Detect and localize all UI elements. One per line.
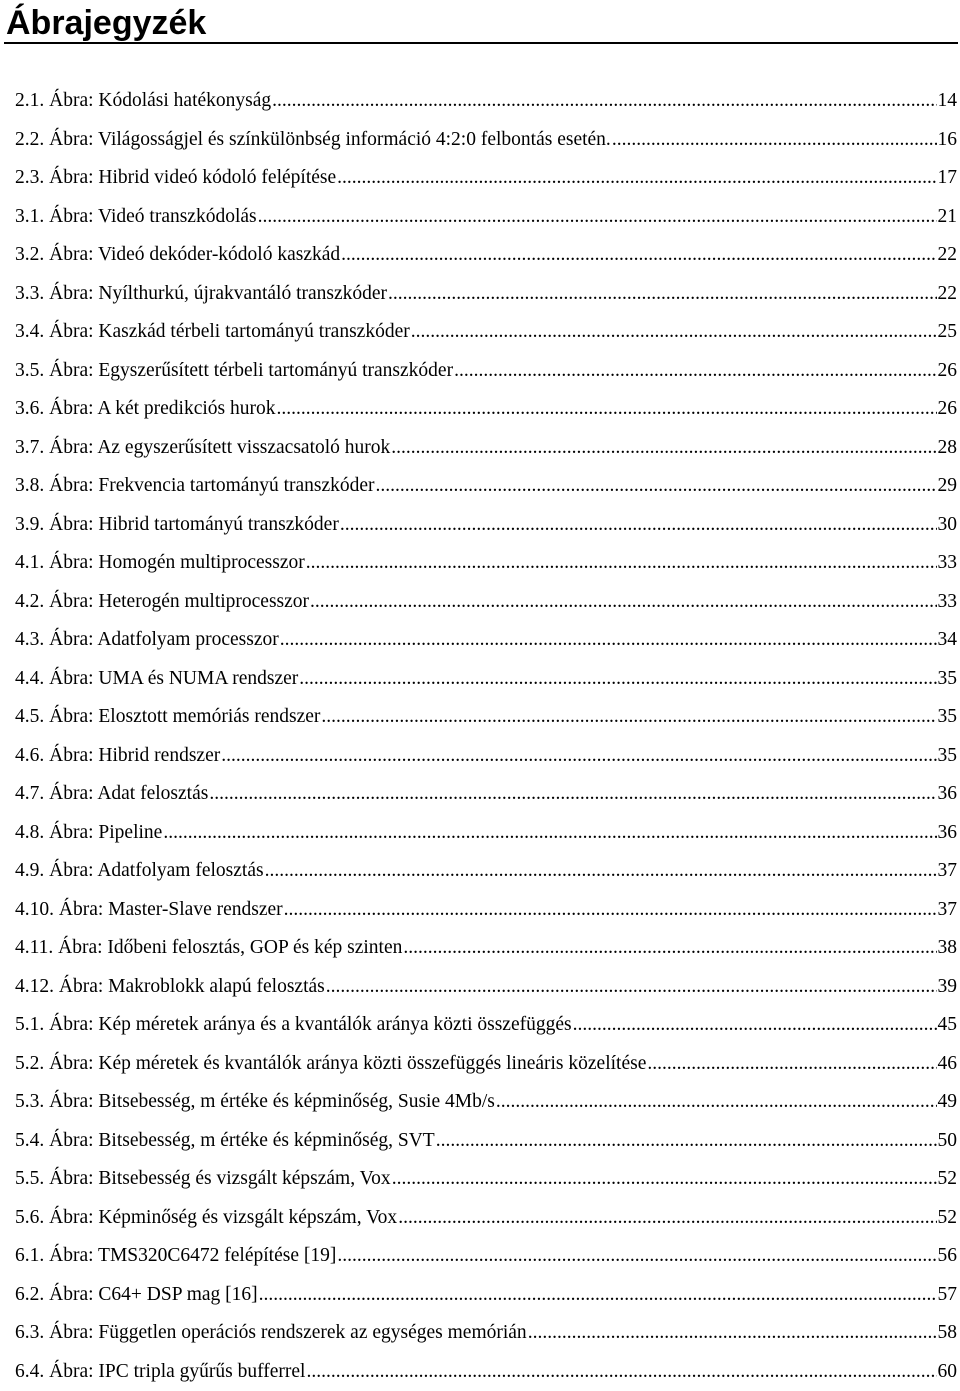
figure-entry-page-number: 22	[938, 236, 958, 275]
dot-leader	[436, 1122, 937, 1161]
dot-leader	[612, 121, 937, 160]
figure-entry-page-number: 60	[938, 1353, 958, 1391]
figure-entry-label: 4.3. Ábra: Adatfolyam processzor	[15, 621, 279, 660]
figure-entry-label: 4.6. Ábra: Hibrid rendszer	[15, 737, 220, 776]
figure-entry-page-number: 16	[938, 121, 958, 160]
figure-entry[interactable]	[15, 737, 957, 776]
dot-leader	[299, 660, 936, 699]
figure-entry[interactable]	[15, 82, 957, 121]
figure-entry-label: 5.1. Ábra: Kép méretek aránya és a kvantálók aránya közti összefüggés	[15, 1006, 572, 1045]
figure-entry[interactable]	[15, 929, 957, 968]
figure-entry-label: 5.5. Ábra: Bitsebesség és vizsgált képszám, Vox	[15, 1160, 391, 1199]
figure-entry[interactable]	[15, 544, 957, 583]
dot-leader	[221, 737, 936, 776]
dot-leader	[209, 775, 936, 814]
dot-leader	[259, 1276, 937, 1315]
figure-entry-page-number: 49	[938, 1083, 958, 1122]
figure-entry-page-number: 35	[938, 737, 958, 776]
dot-leader	[388, 275, 936, 314]
figure-entry[interactable]	[15, 852, 957, 891]
figure-entry[interactable]	[15, 1083, 957, 1122]
figure-entry-page-number: 37	[938, 852, 958, 891]
figure-entry-page-number: 34	[938, 621, 958, 660]
figure-entry-label: 5.3. Ábra: Bitsebesség, m értéke és képminőség, Susie 4Mb/s	[15, 1083, 495, 1122]
figure-entry[interactable]	[15, 621, 957, 660]
figure-entry[interactable]	[15, 352, 957, 391]
dot-leader	[403, 929, 936, 968]
figure-entry-label: 5.4. Ábra: Bitsebesség, m értéke és képminőség, SVT	[15, 1122, 435, 1161]
page-title: Ábrajegyzék	[6, 2, 206, 44]
figure-entry[interactable]	[15, 1045, 957, 1084]
figure-entry[interactable]	[15, 1006, 957, 1045]
figure-entry-label: 5.2. Ábra: Kép méretek és kvantálók aránya közti összefüggés lineáris közelítése	[15, 1045, 646, 1084]
dot-leader	[340, 506, 937, 545]
figure-entry[interactable]	[15, 159, 957, 198]
dot-leader	[496, 1083, 937, 1122]
figure-entry[interactable]	[15, 775, 957, 814]
figure-entry-label: 2.2. Ábra: Világosságjel és színkülönbség információ 4:2:0 felbontás esetén.	[15, 121, 611, 160]
figure-entry-label: 3.2. Ábra: Videó dekóder-kódoló kaszkád	[15, 236, 340, 275]
dot-leader	[306, 1353, 936, 1391]
figure-entry-label: 4.10. Ábra: Master-Slave rendszer	[15, 891, 283, 930]
figure-entry[interactable]	[15, 968, 957, 1007]
figure-entry-label: 4.4. Ábra: UMA és NUMA rendszer	[15, 660, 298, 699]
figure-entry-label: 4.1. Ábra: Homogén multiprocesszor	[15, 544, 305, 583]
figure-entry-label: 6.3. Ábra: Független operációs rendszerek az egységes memórián	[15, 1314, 527, 1353]
figure-entry[interactable]	[15, 891, 957, 930]
figure-entry-page-number: 58	[938, 1314, 958, 1353]
dot-leader	[341, 236, 936, 275]
figure-entry[interactable]	[15, 583, 957, 622]
figure-entry[interactable]	[15, 121, 957, 160]
figure-entry[interactable]	[15, 814, 957, 853]
figure-entry-label: 3.5. Ábra: Egyszerűsített térbeli tartományú transzkóder	[15, 352, 453, 391]
dot-leader	[265, 852, 937, 891]
figure-entry-page-number: 22	[938, 275, 958, 314]
figure-entry-page-number: 52	[938, 1199, 958, 1238]
figure-entry-page-number: 14	[938, 82, 958, 121]
figure-entry[interactable]	[15, 1237, 957, 1276]
figure-entry-label: 3.6. Ábra: A két predikciós hurok	[15, 390, 276, 429]
figure-entry-label: 4.9. Ábra: Adatfolyam felosztás	[15, 852, 264, 891]
figure-entry[interactable]	[15, 1122, 957, 1161]
dot-leader	[163, 814, 936, 853]
figure-entry-label: 4.5. Ábra: Elosztott memóriás rendszer	[15, 698, 320, 737]
figure-entry-label: 4.12. Ábra: Makroblokk alapú felosztás	[15, 968, 325, 1007]
figure-entry-page-number: 21	[938, 198, 958, 237]
figure-entry-label: 4.11. Ábra: Időbeni felosztás, GOP és kép szinten	[15, 929, 402, 968]
title-underline	[4, 42, 958, 44]
figure-entry-page-number: 33	[938, 544, 958, 583]
dot-leader	[306, 544, 937, 583]
figure-entry[interactable]	[15, 506, 957, 545]
figure-entry[interactable]	[15, 698, 957, 737]
dot-leader	[310, 583, 936, 622]
figure-entry[interactable]	[15, 313, 957, 352]
figure-entry-page-number: 30	[938, 506, 958, 545]
figure-entry-page-number: 26	[938, 352, 958, 391]
dot-leader	[392, 1160, 937, 1199]
dot-leader	[272, 82, 936, 121]
dot-leader	[376, 467, 937, 506]
dot-leader	[573, 1006, 937, 1045]
figure-entry[interactable]	[15, 1276, 957, 1315]
figure-entry-page-number: 33	[938, 583, 958, 622]
figure-entry-label: 6.4. Ábra: IPC tripla gyűrűs bufferrel	[15, 1353, 305, 1391]
figure-entry[interactable]	[15, 1353, 957, 1391]
dot-leader	[280, 621, 937, 660]
figure-entry-page-number: 45	[938, 1006, 958, 1045]
figure-entry-label: 6.1. Ábra: TMS320C6472 felépítése [19]	[15, 1237, 336, 1276]
figure-entry-page-number: 38	[938, 929, 958, 968]
figure-entry[interactable]	[15, 236, 957, 275]
figure-list	[15, 82, 957, 1391]
figure-entry-label: 3.3. Ábra: Nyílthurkú, újrakvantáló transzkóder	[15, 275, 387, 314]
figure-entry-page-number: 28	[938, 429, 958, 468]
dot-leader	[398, 1199, 936, 1238]
figure-entry[interactable]	[15, 1314, 957, 1353]
figure-entry-page-number: 25	[938, 313, 958, 352]
figure-entry[interactable]	[15, 1160, 957, 1199]
dot-leader	[326, 968, 937, 1007]
dot-leader	[454, 352, 936, 391]
dot-leader	[647, 1045, 936, 1084]
figure-entry-page-number: 52	[938, 1160, 958, 1199]
figure-entry[interactable]	[15, 1199, 957, 1238]
figure-entry-label: 3.9. Ábra: Hibrid tartományú transzkóder	[15, 506, 339, 545]
figure-entry-label: 4.8. Ábra: Pipeline	[15, 814, 162, 853]
dot-leader	[528, 1314, 937, 1353]
dot-leader	[337, 1237, 936, 1276]
figure-entry-page-number: 35	[938, 698, 958, 737]
figure-entry-label: 6.2. Ábra: C64+ DSP mag [16]	[15, 1276, 258, 1315]
figure-entry-page-number: 50	[938, 1122, 958, 1161]
figure-entry-page-number: 36	[938, 814, 958, 853]
figure-entry-page-number: 56	[938, 1237, 958, 1276]
figure-entry[interactable]	[15, 429, 957, 468]
dot-leader	[391, 429, 936, 468]
figure-entry-page-number: 57	[938, 1276, 958, 1315]
figure-entry-label: 5.6. Ábra: Képminőség és vizsgált képszám, Vox	[15, 1199, 397, 1238]
figure-entry[interactable]	[15, 660, 957, 699]
dot-leader	[337, 159, 936, 198]
figure-entry-label: 2.1. Ábra: Kódolási hatékonyság	[15, 82, 271, 121]
figure-entry-page-number: 36	[938, 775, 958, 814]
dot-leader	[258, 198, 937, 237]
figure-entry[interactable]	[15, 390, 957, 429]
figure-entry-label: 3.4. Ábra: Kaszkád térbeli tartományú transzkóder	[15, 313, 410, 352]
figure-entry-label: 2.3. Ábra: Hibrid videó kódoló felépítése	[15, 159, 336, 198]
figure-entry-label: 3.1. Ábra: Videó transzkódolás	[15, 198, 257, 237]
figure-entry[interactable]	[15, 198, 957, 237]
figure-entry-label: 3.7. Ábra: Az egyszerűsített visszacsatoló hurok	[15, 429, 390, 468]
figure-entry-page-number: 35	[938, 660, 958, 699]
figure-entry-label: 4.7. Ábra: Adat felosztás	[15, 775, 208, 814]
dot-leader	[321, 698, 936, 737]
dot-leader	[411, 313, 937, 352]
figure-entry-page-number: 29	[938, 467, 958, 506]
dot-leader	[284, 891, 937, 930]
figure-entry-page-number: 37	[938, 891, 958, 930]
figure-entry-label: 4.2. Ábra: Heterogén multiprocesszor	[15, 583, 309, 622]
figure-entry[interactable]	[15, 467, 957, 506]
figure-entry-page-number: 17	[938, 159, 958, 198]
figure-entry[interactable]	[15, 275, 957, 314]
figure-entry-label: 3.8. Ábra: Frekvencia tartományú transzkóder	[15, 467, 375, 506]
figure-entry-page-number: 39	[938, 968, 958, 1007]
dot-leader	[277, 390, 937, 429]
figure-entry-page-number: 46	[938, 1045, 958, 1084]
figure-entry-page-number: 26	[938, 390, 958, 429]
